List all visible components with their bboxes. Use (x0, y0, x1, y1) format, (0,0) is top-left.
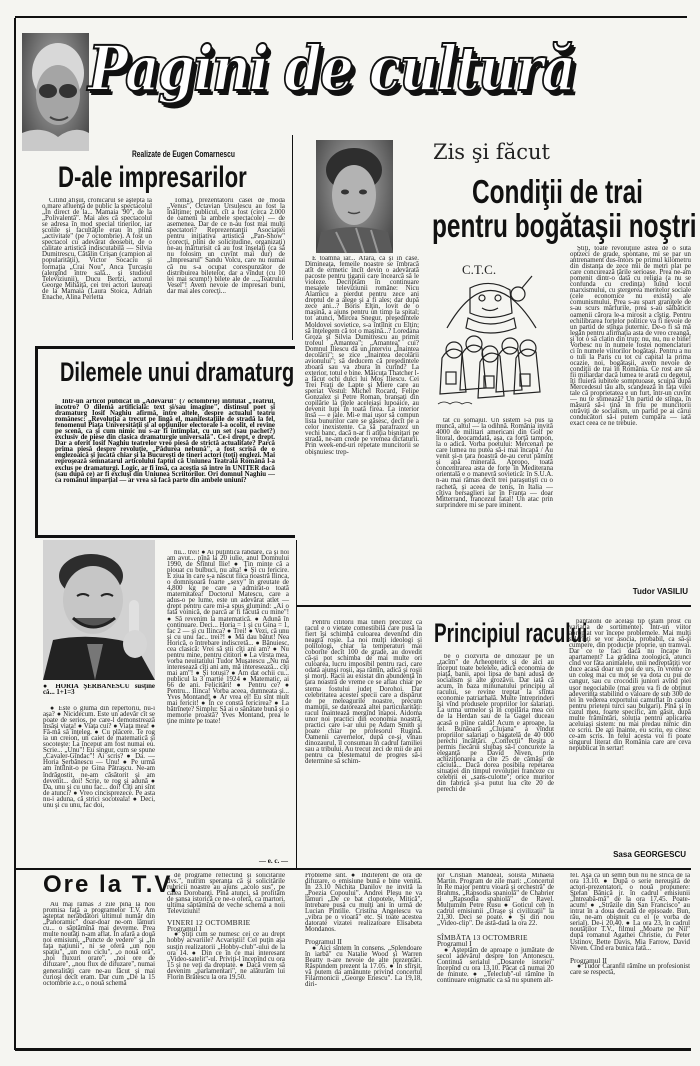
program-heading: Programul II (570, 956, 607, 965)
section-kicker: Zis şi făcut (433, 140, 550, 164)
paragraph: fel. Aşa că un semn bun nu ne strică de la ora 13.10. ● După o serie nereuşită de actori-prezentatori, o nouă propunere: Ştefan Bănică jr. în cadrul emisiunii „Întreabă-mă" de la ora 17,45. Poate-acum! ● „Străzile din San Francisco" au intrat în a doua decadă de episoade. Bun, rău, ne-am obişnuit cu el (e vorba de serial). De-i 20,40. ● La ora 23, în cadrul noutăţilor T.V., filmul „Moarte pe Nil" după romanul Agathei Christie, cu Peter Ustinov, Bette Davis, Mia Farrow, David Niven. Cînd era bunica fată... (570, 873, 690, 952)
paragraph: Ştiţi, toate revoluţiile astea de o sută optzeci de grade, spontane, mi se par un antrenament dus-întors pe primul kilometru din distanţa de zece mii de metri plat pe care concurează ţările serioase. Prea ne-am pomenit dintr-o dată cu religia (a nu se confunda cu credinţa) luînd locul marxismului, cu ştergerea meritelor sociale (cele economice nu există) ale comunismului. Prea s-au spart graniţele de s-au scurs mărfurile, prea s-au sălbăticit oamenii cărora le-a mirosit a cîştig. Pentru echilibrarea forţelor politice va fi nevoie de un partid de stînga puternic. De-o fi să mă legăn pentru afirmaţia asta de vreo creangă, şi tot o să clatin din trup: nu, nu, nu e bine! Vorbesc nu în numele fostei nomenclaturi ci în numele viitorilor bogătaşi. Pentru a nu o tuli la Paris cu tot cu capital la prima ocazie, noi, bogătaşii, avem nevoie de condiţii de trai în România. Ce rost are să fii miliardar dacă lumea te arată cu degetul, îţi fluieră iubitele somptuoase, scuipă după Mercedesul tău alb, scandează în faţa vilei tale că proprietatea e un furt, într-un cuvînt — nu te stimează? Un partid de stînga, în măsură să-i ţină în frîu pe muncitorii otrăviţi de socialism, un partid pe ai cărui conducători să-i putem cumpăra — iată exact ceea ce ne trebuie. (570, 246, 691, 428)
headline: Principiul racului (434, 618, 588, 648)
portrait-image (22, 33, 89, 151)
cartoon-label: C.T.C. (462, 262, 497, 277)
paragraph: E toamnă iar... Afară, ca şi în case. Dimineaţa, femeile noastre se îmbracă atît de ermetic încît devin o adevărată pacoste pentru ţiganii care încearcă să le violeze. Decriptăm în continuare mesajele televiziunii române: Nicu Alamicu a pierdut pentru zece ani dreptul de a alege şi a fi ales; dar după zece ani...? Boris Elţin, lovit de o maşină, a ajuns pentru un timp la spital; tot atunci, Mircea Snegur, preşedintele Moldovei sovietice, s-a întîlnit cu Elţin; să înţelegem că tot o maşină...? Loredana Groza şi Silvia Dumitrescu au primit trofeul „Amantea"; „Amantea" cui? Domnul Iliescu dă un interviu „Înaintea decolării"; se zice „Înaintea decolării avionului"; să deducem că preşedintele zboară sau va zbura în curînd? La exterior, totul e bine. Măicuţa Thatcher l-a făcut ochi dulci lui Moş Iliescu. Cei Trei Fraţi de Lapte şi Miere care au speriat Vestul: Michel Rocard, Felipe Gonzalez şi Petre Roman, branşaţi din copilărie la ţîţele aceleiaşi lupoaice, au devenit lupi în toată firea. La interior însă — e jale. Mi-e mai uşor să compun lista bunurilor care se găsesc, decît pe a celor inexistente. Ca să parafrazez un vechi banc, dacă n-ar fi atîţia bişniţari pe stradă, ne-am crede pe vremea dictaturii. Prin week-end-uri repetate muncitorii se obişnuiesc trep- (305, 256, 419, 456)
dileme-box (35, 346, 295, 538)
paragraph: pantaloni de acelaşi tip (stăm prost cu variaţia de sortimente). Într-un viitor apropiat vor începe problemele. Mai mulţi salariaţi se vor asocia, probabil, ca să-şi cumpere, din producţie proprie, un tramvai. Dar ce te faci dacă nu încape în apartament? La grădina zoologică, atunci cînd vor făta animalele, unii nedreptăţiţi vor duce acasă doar un pui de urs, în vreme ce un coleg mai cu moţ se va dota cu pui de cangur, sau cu crocodili juniori avînd piei uşor negociabile (mai greu va fi de obţinut adeverinţa stabilind o valoare de sub 300 de lei în vederea exportului camuflat în cadou pentru prieteni turci sau bulgari). Pînă şi în cazul meu, foarte specific, am găsit, după multe frămîntări, soluţia pentru aplicarea aceluiaşi sistem: nu mai predau nimic din ce scriu. De azi înainte, eu scriu, eu citesc ce-am scris. În felul acesta voi fi poate singurul literat din România care are ceva nepublicat în sertar! (569, 619, 691, 752)
zis-column-middle (436, 418, 553, 600)
paragraph: ● Aici sîntem în consens. „Splendoare în iarbă" cu Natalie Wood şi Warren Beatty n-are nevoie de alte prezentări. Răspundem prezent la 17.05. ● În sfîrşit, vă putem da amănunte privind concertul Filarmonicii „George Enescu". La 19,18, diri- (305, 944, 422, 988)
zis-column-right (570, 246, 691, 580)
headline: Condiţii de trai (472, 173, 643, 210)
paragraph: jor Cristian Mandeal, solistă Mihaela Martin. Program de zile mari: „Concertul în Re major pentru vioară şi orchestră" de Brahms, „Rapsodia spaniolă" de Chabrier şi „Rapsodia spaniolă" de Ravel. Mulţumim Petre Rusu ● Goticul ceh în cadrul emisiunii „Oraşe şi civilizaţii" la 21,30. Deci se poate. ● Şi din nou „Video-clip". De astă-dată la ora 22. (437, 873, 554, 928)
author-signature: Sasa GEORGESCU (613, 850, 686, 859)
program-heading: Programul II (305, 938, 342, 947)
paragraph: Într-un articol publicat în „Adevărul" (7 octombrie) intitulat „Teatrul, încotro? O dilemă artificială: text şi/sau imagine", distinsul poet şi dramaturg Iosif Naghiu afirmă, între altele, despre actualul teatru românesc: „Revoluţia a trecut pe lîngă el, manifestaţiile de stradă la fel, fenomenul Piaţa Universităţii şi al opţiunilor electorale l-a ocolit, el revine pe scenă, ca şi cum nimic nu s-ar fi întîmplat, cu un set (sau pachet?) exclusiv de piese din clasica dramaturgie universală". Ce-i drept, e drept. Dar a oferit Iosif Naghiu teatrelor vreo piesă de strictă actualitate? Parcă prima piesă despre revoluţie, „Pădurea nebună", a fost scrisă de o englezoaică şi jucată chiar şi la Bucureşti de tineri actori (toţi) englezi. Mai reproşează semnatarul articolului faptul că Uniunea Teatrală Română l-a exclus pe dramaturgi. Logic, ar fi însă, ca aceştia să intre în UNITER dacă (sau după ce) ar fi excluşi din Uniunea Scriitorilor. Ori domnul Naghiu — ca românul imparţial — ar vrea să facă parte din ambele uniuni? (55, 399, 275, 484)
portrait-image (43, 540, 155, 680)
article-title-line-1 (472, 175, 700, 209)
article-title-line-2 (432, 209, 700, 243)
headline: Dilemele unui dramaturg (60, 357, 295, 387)
program-heading: Programul I (437, 940, 472, 949)
paragraph: tat cu şomajul. Un sistem i-a pus la muncă, altul — la odihnă. România invită 4000 de militari americani din Golf pe litoral, deocamdată, aşa, ca forţă tampon, la o adică. Vorba poetului: Mercenari pe care lumea nu putea să-i mai încapă / Au venit şi-n ţara noastră de-au cerut pămînt şi apă minerală. Apropo, toată concentrarea asta de forţe în Mediterana orientală e o manevră sovietică: în S.U.A. n-au mai rămas decît trei paraşutişti cu o rachetă, şi aceea de tenis, în Italia — cîţiva bersaglieri iar în Franţa — doar Mitterrand, francezul fatal! Un atac prin surprindere mi se pare iminent. (436, 418, 553, 509)
racul-column-1 (305, 620, 422, 865)
interview-column-2 (167, 550, 289, 856)
paragraph: Citind afişul, cronicarul se aştepta la o mare afluenţă de public la spectacolul „În direct de la... Mamaia '90", de la „Polivalentă". Mai ales că spectacolul se adresa în mod special tinerilor, iar şcolile şi facultăţile erau în plină „activitate" (pe 7 octombrie). A fost un spectacol cu adevărat deosebit, de o calitate artistică indiscutabilă — Silvia Dumitrescu, Cătălin Crişan (campion al popularităţii), Victor Socaciu şi formaţia „Crai Nou", Anca Ţurcaşiu (alergînd între sală... şi studioul Televiziunii), Ducu Bertzi, actorul George Mihăiţă, cei trei actori laureaţi de la Mamaia (Laura Stoica, Adrian Enache, Alina Perletta (42, 198, 152, 301)
racul-column-2 (437, 654, 554, 865)
program-heading: Programul I (167, 925, 202, 934)
byline-text: Realizate de Eugen Comarnescu (132, 149, 235, 159)
paragraph: nu... trei! ● Ai puţintică răbdare, că şi noi am avut... pînă la 20 iulie, anul Domnului 1990, de Sfîntul Ilie! ● Ţin minte că a plouat cu bulbuci, nu alta! ● Şi cu fericire. E ziua în care s-a născut fiica noastră Ilinca, o domnişoară foarte „sexy" în greutate de 4,800 kg pe care a admirat-o toată maternitatea! Doctorul Matescu, care a adus-o pe lume, este un adevărat atlet — drept pentru care mi-a spus glumind: „Ai o fată voinică, de parcă ar fi făcută cu mine"! ● Să revenim la matematică. ● Adună în continuare. Deci... Horia = 1 şi cu Gina = 1, fac 2 — şi cu Ilinca? ● Trei! ● Vezi, că unu şi cu unu fac.. trei?! ● Mă dau bătut! Nea Horică, o întrebare indiscretă... ● Bănuiesc, cea clasică: Vrei să ştii cîţi ani am? ● Nu pentru mine, pentru cititori ● La vîrsta mea, vorba neuitatului Tudor Muşatescu „Nu mă interesează cîţi ani am, mă interesează... cîţi mai am"! ● Şi totuşi? ● Am dat ochii cu... publicul la 3 martie 1924 ● Matematic, ai 66 de ani. Felicitări! ● Pentru ce? ● Pentru... Ilinca! Vorba aceea, dumneata şi... Yves Montand! ● Ar vrea el! Eu sînt mult mai fericit! ● În ce constă fericirea? ● La bătrîneţe? Simplu: Să ai o sănătate bună şi o memorie proastă? Yves Montand, prea le ţine minte pe toate! (167, 550, 289, 726)
masthead-title: Pagini de cultură (88, 32, 575, 105)
caption-text: ● HORIA ŞERBĂNESCU susţine că... 1+1=3 (43, 684, 155, 697)
interview-column-1 (43, 706, 155, 866)
tv-column-1 (43, 902, 155, 1038)
portrait-photo-editor (22, 33, 89, 151)
photo-caption (43, 684, 155, 700)
paragraph: ● Ştiţi cum se numesc cei ce au drept hobby acvariile? Acvariştii! Cel puţin aşa susţin realizatorii „Hobby-club"-ului de la ora 14. ● Din ce în ce mai interesant „Video-satelit"-ul. Priviţi-l începînd cu ora 15 şi ne veţi da dreptate. ● Dacă vrem să devenim „parlamentari", ne alăturăm lui Florin Brătescu la ora 19,50. (167, 931, 285, 981)
headline: pentru bogătaşii noştri (432, 207, 697, 244)
author-signature: — e. c. — (259, 857, 288, 865)
article-title-impresari (58, 162, 313, 194)
paragraph: ● Este o glumă din repertoriu, nu-i aşa? ● Nicidecum. Este un adevăr cît se poate de serios, pe care-l demonstrează însăşi viaţa! ● Viaţa cui? ● Viaţa mea! ● Fă-mă să înţeleg. ● Cu plăcere. Te rog ia un creion, un caiet de matematică şi socoteşte: La început am fost numai eu. Scrie... „Unu"! Eu singur, cum se spune „Cavaler-Gîndac"! Ai scris? ● Da. — Horia Şerbănescu — Unu! ● Pe urmă am întîlnit-o pe Gina Pătraşcu. Ne-am îndrăgostit, ne-am căsătorit şi am devenit... doi! Scrie, te rog şi adună ● Da, unu şi cu unu fac... doi! Cîţi ani sînt de atunci? ● Vreo cincisprezece. Pe asta nu-i aduna, că strici socoteala! ● Deci, unu şi cu unu, fac doi, (43, 706, 155, 809)
section-rule (15, 868, 691, 870)
tv-column-4 (437, 873, 554, 1038)
racul-column-3 (569, 619, 691, 847)
author-signature: Tudor VASILIU (632, 587, 688, 596)
zis-column-left (305, 256, 419, 608)
cartoon-illustration (432, 258, 550, 408)
paragraph: Au mai rămas 3 zile pînă la nou promisa faţă a programelor T.V. Am aşteptat nerăbdători ultimul număr din „Panoramic" doar-doar ne-om lămuri cu... o săptămînă mai devreme. Prea multe noutăţi n-am aflat. În afară a două noi emisiuni, „Puncte de vedere" şi „În faţa naţiunii", ni se oferă „un nou spaţiu", „un nou ciclu", „o nouă oră", „noi fluxuri orare", „noi ore de difuzare", „nou flux de difuzare", numai generalităţi care ne-au făcut şi mai curioşi decît eram. Dar cum „De la 15 octombrie a.c., o nouă schemă (43, 902, 155, 987)
portrait-photo-horia-serbanescu (43, 540, 155, 680)
portrait-image (316, 140, 393, 253)
bottom-rule (15, 1048, 691, 1051)
column-rule (296, 540, 297, 870)
day-heading: VINERI 12 OCTOMBRIE (167, 918, 251, 928)
left-border-rule (14, 18, 16, 1050)
article-title-tv: Ore la T.V. (43, 871, 179, 898)
tv-column-5 (570, 873, 690, 1038)
paragraph: de programe reflectînd şi solicitările dvs.", nutrim speranţa că şi solicitările rubricii noastre au ajuns „acolo sus", pe calea Dorobanţi. Pînă atunci, să profităm de şansa istorică ce ne-o oferă, ca martori, ultima săptămînă de veche schemă a noii Televiziuni! (167, 873, 285, 916)
tv-column-2 (167, 873, 285, 1038)
portrait-photo-columnist (316, 140, 393, 253)
headline: D-ale impresarilor (58, 161, 247, 194)
day-heading: SÎMBĂTA 13 OCTOMBRIE (437, 933, 528, 943)
byline (132, 144, 271, 162)
impresari-column-2 (167, 198, 285, 330)
paragraph: Probleme sînt. ● Indiferent de ora de difuzare, o emisiune bună e bine venită. În 23.10 Nichita Danilov ne invită la „Poezia Copoului". Andrei Pleşu ne va lămuri „De ce bat clopotele, Mitică", întrebare pusă cu mulţi ani în urmă de Lucian Pintilie. Cristina Angelescu va „vibra pe o vioară" etc. Şi toate acestea datorate vizatei realizatoare Elisabeta Mondanos. (305, 873, 422, 934)
impresari-column-1 (42, 198, 152, 330)
top-rule (15, 16, 687, 18)
paragraph: Toma), prezentatorii casei de modă „Venus", Octavian Ursulescu au fost la înălţime; publicul, cît a fost (circa 2.000 de oameni la ambele spectacole) — de asemenea. Dar de ce n-au fost mai mulţi spectatori? Reprezentanţii Asociaţiei pentru iniţiativa artistică „Pan-Show" (corecţi, plini de solicitudine, organizaţi) ne-au mărturisit că au fost înşelaţi (ca să nu folosim un cuvînt mai dur) de „Impresarul" Sandu Volcu, care nu numai că nu s-a ocupat corespunzător de distribuirea biletelor, dar a vîndut (cu 10 lei mai scump!) bilete ale de ...„Teatrului Vesel"! Avem nevoie de impresari buni, dar mai ales corecţi... (167, 198, 285, 295)
paragraph: Pentru cititorii mai tineri precizez că racul e o vietate comestibilă care pusă la fiert îşi schimbă culoarea devenind din neagră roşie. La noi mulţi ideologi şi politologi, chiar la temperaturi mai coborîte decît 100 de grade, au dovedit că-şi pot schimba de mai multe ori culoarea, lucru imposibil pentru raci, care odată ajunşi roşii, aşa rămîn, adică şi roşii şi morţi. Racii au existat din abundenţă în ţara noastră de vreme ce se aflau chiar pe stema fostului judeţ Dorohoi. Dar celebritatea acestei specii care a dispărut de pe meleagurile noastre, precum mamuţii, se datorează altei particularităţi: racul înaintează mergînd înapoi. Aidoma unor noi practici din economia noastră, practici care i-ar ului pe Adam Smith şi poate chiar pe profesorul Rugină. Oamenii cavernelor, după ce-şi vînau dinozaurul, îl consumau în cadrul familiei sau a tribului. Au trecut zeci de mii de ani pentru ca blestematul de progres să-i determine să schim- (305, 620, 422, 766)
paragraph: ● Tudor Caranfil rămîne un profesionist care se respectă, (570, 962, 690, 976)
tv-column-3 (305, 873, 422, 1038)
paragraph: ● Aşteptăm de aproape o jumătate de secol adevărul despre Ion Antonescu. Continuă serialul „Dosarele istoriei" începînd cu ora 13,10. Păcat că numai 20 de minute. ● „Teleclub"-ul rămîne în continuare enigmatic ca să nu spunem alt- (437, 946, 554, 984)
dileme-body (55, 399, 275, 525)
paragraph: be o ciozvîrtă de dinozaur pe un „ţacîm" de Arheopterix şi de aici au început toate belelele, adică economia de piaţă, banii, apoi lipsa de bani adusă de socialism şi alte grozăvii. Dar iată că acum, în baza minunatului principiu al racului, se revine treptat la sfînta economie patriarhală. Multe întreprinderi îşi vînd produsele propriilor lor salariaţi. La urma urmelor şi în copilăria mea cei de la Herdan sau de la Gagel duceau acasă o pîine caldă! Acum e aproape, la fel. Bunăoară „Clujana" a vîndut propriilor salariaţi o bagatelă de 40 000 perechi încălţări. „Confecţii" Reşiţa a permis fiecărui slujbaş să-l concureze la eleganţă pe David Niven, prin achiziţionarea a cîte 25 de cămăşi de căciulă... Dacă dorea posibila repetarea situaţiei din timpul revoluţiei franceze cu celebrii ei „sans-culotte"; orice muritor din fabrică şi-a putut lua cîte 20 de perechi de (437, 654, 554, 794)
